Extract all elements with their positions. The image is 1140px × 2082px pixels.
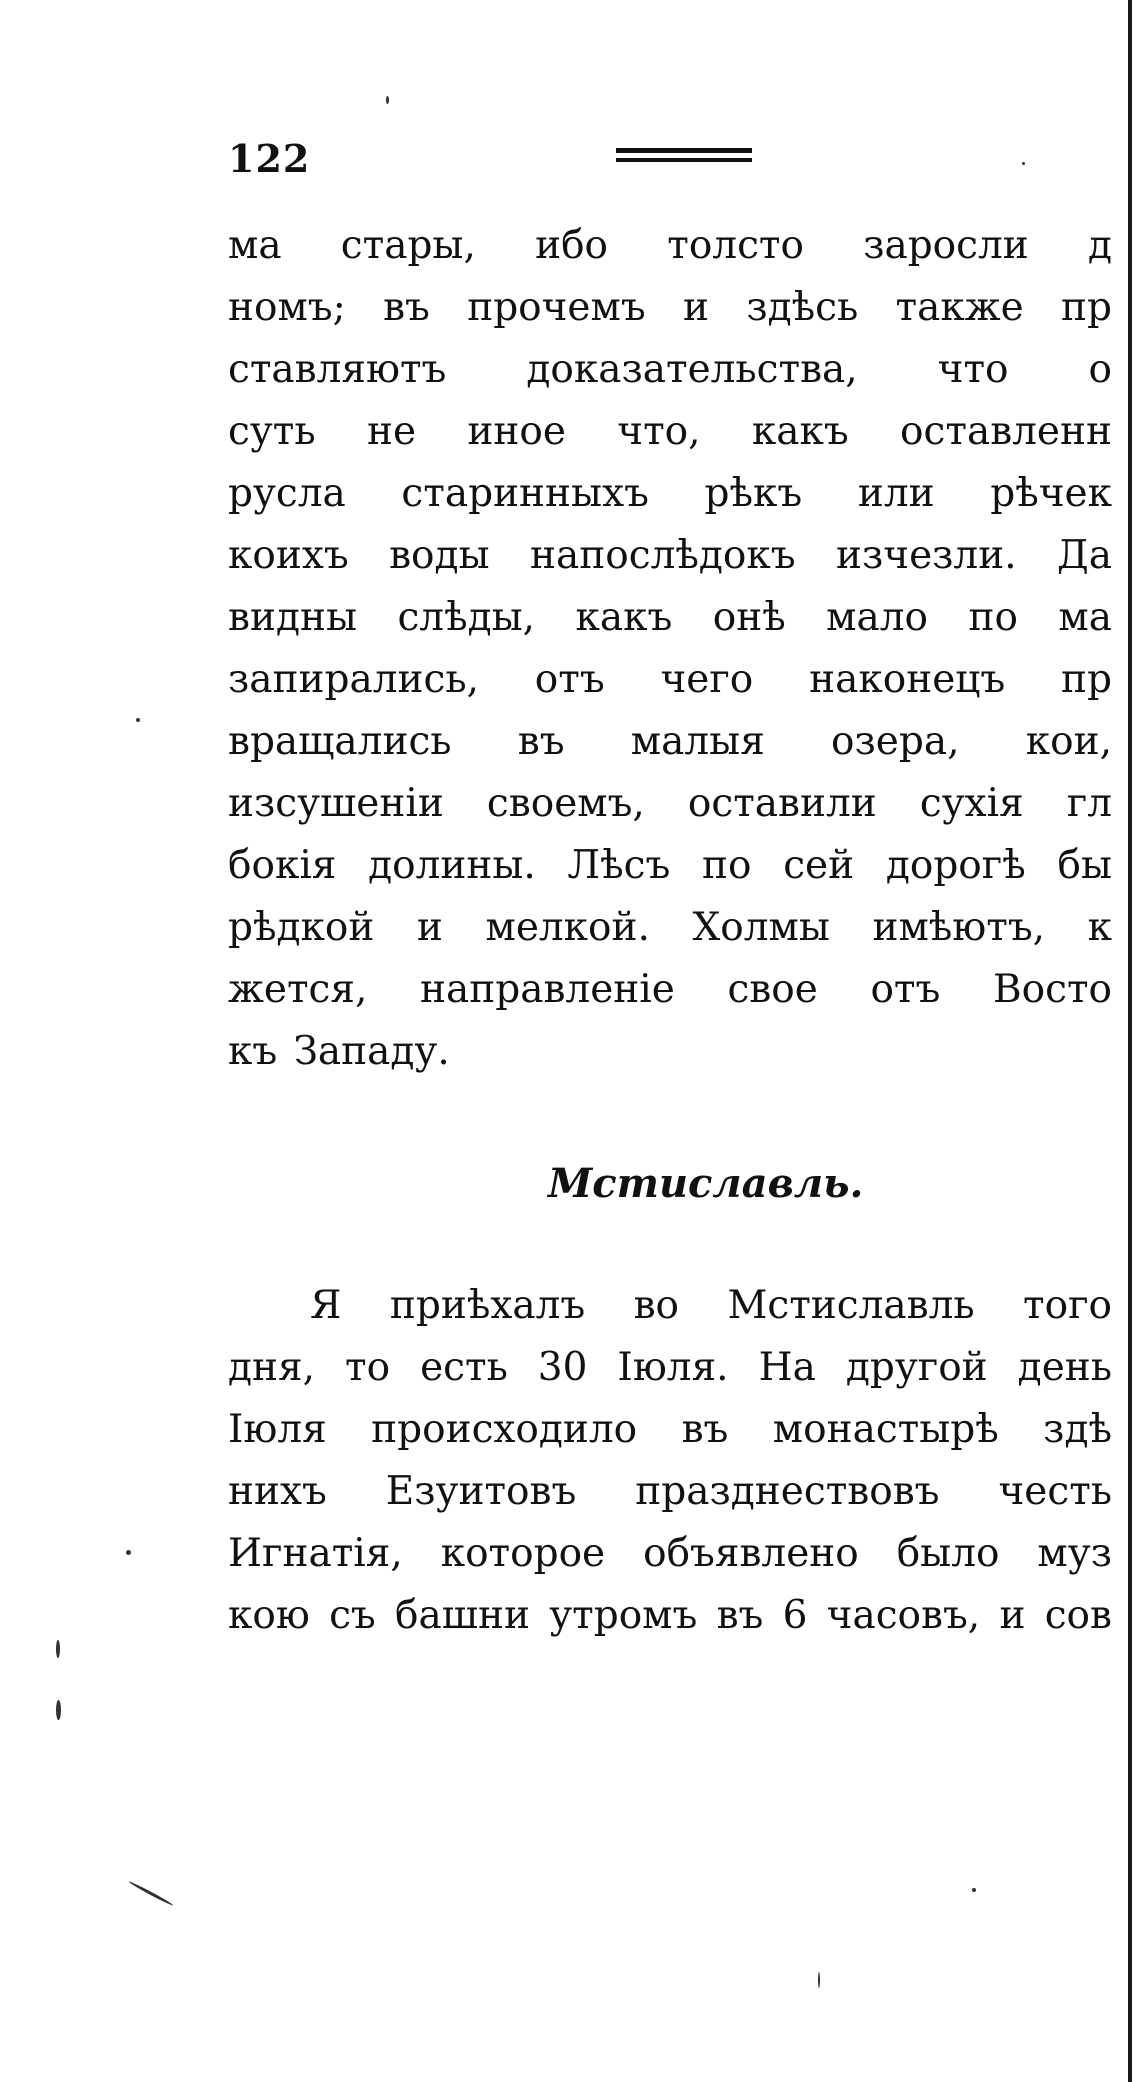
text-line: изсушенiи своемъ, оставили сухiя гл bbox=[228, 781, 1112, 826]
page-edge bbox=[1128, 0, 1132, 2082]
scan-speck bbox=[126, 1550, 131, 1555]
scan-speck bbox=[818, 1972, 820, 1988]
text-line: къ Западу. bbox=[228, 1029, 450, 1074]
header-ornament-rule bbox=[616, 148, 752, 153]
page-number: 122 bbox=[228, 136, 311, 181]
text-line: коихъ воды напослѣдокъ изчезли. Да bbox=[228, 533, 1112, 578]
text-line: дня, то есть 30 Iюля. На другой день bbox=[228, 1345, 1112, 1390]
text-line: Игнатiя, которое объявлено было муз bbox=[228, 1531, 1112, 1576]
text-line: рѣдкой и мелкой. Холмы имѣютъ, к bbox=[228, 905, 1112, 950]
text-line: нихъ Езуитовъ празднествовъ честь bbox=[228, 1469, 1112, 1514]
text-line: Iюля происходило въ монастырѣ здѣ bbox=[228, 1407, 1112, 1452]
text-line: вращались въ малыя озера, кои, bbox=[228, 719, 1112, 764]
scan-speck bbox=[386, 96, 389, 104]
text-line: жется, направленiе свое отъ Восто bbox=[228, 967, 1112, 1012]
text-line: бокiя долины. Лѣсъ по сей дорогѣ бы bbox=[228, 843, 1112, 888]
text-line: русла старинныхъ рѣкъ или рѣчек bbox=[228, 471, 1112, 516]
scan-speck bbox=[128, 1880, 174, 1906]
scan-speck bbox=[1022, 162, 1025, 165]
text-line: видны слѣды, какъ онѣ мало по ма bbox=[228, 595, 1112, 640]
text-line: суть не иное что, какъ оставленн bbox=[228, 409, 1112, 454]
scan-speck bbox=[972, 1888, 976, 1892]
scan-speck bbox=[56, 1640, 60, 1658]
text-line: запирались, отъ чего наконецъ пр bbox=[228, 657, 1112, 702]
text-line: ма стары, ибо толсто заросли д bbox=[228, 223, 1112, 268]
text-line: номъ; въ прочемъ и здѣсь также пр bbox=[228, 285, 1112, 330]
scan-speck bbox=[136, 718, 140, 722]
text-line: кою съ башни утромъ въ 6 часовъ, и сов bbox=[228, 1593, 1112, 1638]
text-line: ставляютъ доказательства, что о bbox=[228, 347, 1112, 392]
scan-speck bbox=[56, 1700, 61, 1720]
section-heading: Мстиславль. bbox=[548, 1160, 864, 1207]
text-line: Я приѣхалъ во Мстиславль того bbox=[310, 1283, 1112, 1328]
header-ornament-rule-lower bbox=[616, 158, 752, 162]
